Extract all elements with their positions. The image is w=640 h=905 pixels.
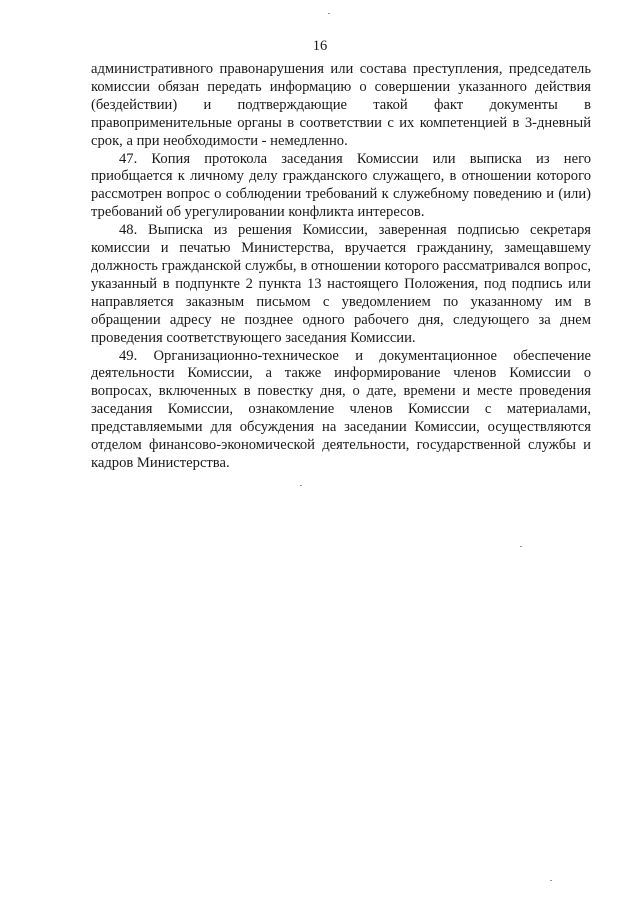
paragraph-47: 47. Копия протокола заседания Комиссии или выписка из него приобщается к личному делу гражданского служащего, в отношении которого рассмотрен вопрос о соблюдении требований к служебному поведению и (или) требований об урегулировании конфликта интересов.: [91, 150, 591, 221]
paragraph-48: 48. Выписка из решения Комиссии, заверенная подписью секретаря комиссии и печатью Министерства, вручается гражданину, замещавшему должность гражданской службы, в отношении которого рассматривался вопрос, указанный в подпункте 2 пункта 13 настоящего Положения, под подпись или направляется заказным письмом с уведомлением по указанному им в обращении адресу не позднее одного рабочего дня, следующего за днем проведения соответствующего заседания Комиссии.: [91, 222, 591, 346]
page-number: 16: [312, 38, 328, 54]
paragraph-49: 49. Организационно-техническое и документационное обеспечение деятельности Комиссии, а также информирование членов Комиссии о вопросах, включенных в повестку дня, о дате, времени и месте проведения заседания Комиссии, ознакомление членов Комиссии с материалами, представляемыми для обсуждения на заседании Комиссии, осуществляются отделом финансово-экономической деятельности, государственной службы и кадров Министерства.: [91, 347, 591, 471]
document-body: [91, 61, 591, 473]
scan-speck: [550, 880, 552, 881]
scan-speck: [300, 485, 302, 486]
scan-speck: [328, 13, 330, 14]
paragraph-continuation: административного правонарушения или состава преступления, председатель комиссии обязан передать информацию о совершении указанного действия (бездействии) и подтверждающие такой факт документы в правоприменительные органы в соответствии с их компетенцией в 3-дневный срок, а при необходимости - немедленно.: [91, 61, 591, 149]
scan-speck: [520, 546, 522, 547]
